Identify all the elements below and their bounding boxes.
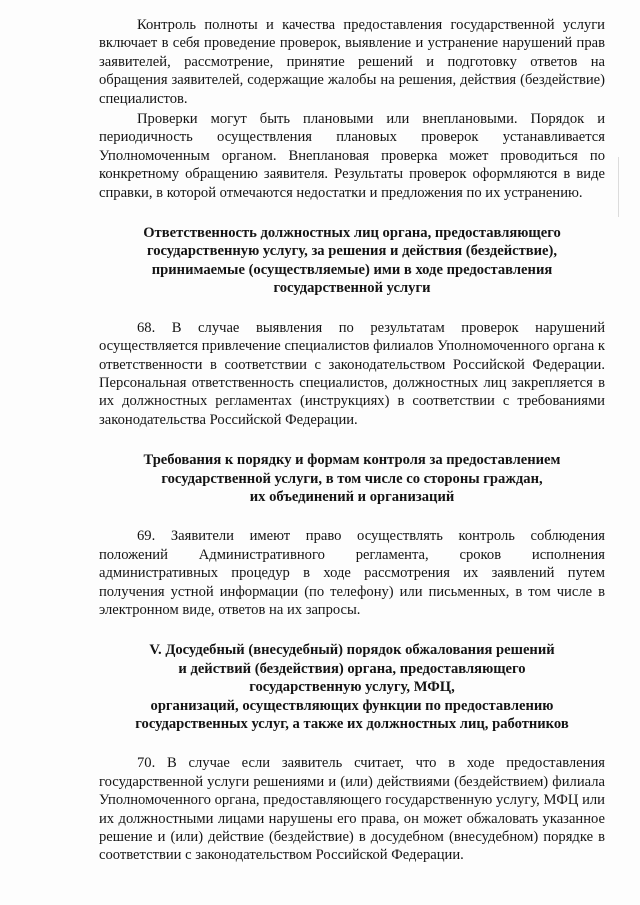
heading-line: государственную услугу, МФЦ,	[249, 679, 455, 696]
paragraph-69: 69. Заявители имеют право осуществлять контроль соблюдения положений Административного регламента, сроков исполнения административных процедур в ходе рассмотрения их заявлений путем получения устной информации (по телефону) или письменных, в том числе в электронном виде, ответов на их запросы.	[99, 528, 605, 618]
heading-control-requirements	[99, 451, 605, 506]
paragraph-70: 70. В случае если заявитель считает, что в ходе предоставления государственной услуги решениями и (или) действиями (бездействием) филиала Уполномоченного органа, предоставляющего государственную услугу, МФЦ или их должностными лицами нарушены его права, он может обжаловать указанное решение и (или) действие (бездействие) в досудебном (внесудебном) порядке в соответствии с законодательством Российской Федерации.	[99, 755, 605, 864]
heading-line: и действий (бездействия) органа, предоставляющего	[178, 660, 526, 677]
heading-line: V. Досудебный (внесудебный) порядок обжалования решений	[149, 642, 555, 659]
paragraph-control-scope: Контроль полноты и качества предоставления государственной услуги включает в себя проведение проверок, выявление и устранение нарушений прав заявителей, рассмотрение, принятие решений и подготовку ответов на обращения заявителей, содержащие жалобы на решения, действия (бездействие) специалистов.	[99, 17, 605, 107]
heading-line: организаций, осуществляющих функции по предоставлению	[150, 697, 554, 714]
paragraph-68: 68. В случае выявления по результатам проверок нарушений осуществляется привлечение специалистов филиалов Уполномоченного органа к ответственности в соответствии с законодательством Российской Федерации. Персональная ответственность специалистов, должностных лиц закрепляется в их должностных регламентах (инструкциях) в соответствии с требованиями законодательства Российской Федерации.	[99, 319, 605, 428]
document-body	[99, 16, 605, 865]
scan-margin-mark	[618, 157, 622, 217]
heading-line: государственной услуги, в том числе со стороны граждан,	[161, 470, 543, 487]
heading-line: государственных услуг, а также их должностных лиц, работников	[135, 716, 569, 732]
heading-line: государственную услугу, за решения и действия (бездействие),	[146, 243, 558, 260]
heading-line: их объединений и организаций	[249, 488, 455, 505]
heading-line: Ответственность должностных лиц органа, предоставляющего	[143, 225, 561, 242]
heading-section-5	[99, 641, 605, 733]
heading-line: принимаемые (осуществляемые) ими в ходе предоставления	[151, 261, 553, 278]
heading-responsibility	[99, 224, 605, 298]
heading-line: Требования к порядку и формам контроля за предоставлением	[143, 452, 561, 469]
heading-line: государственной услуги	[273, 280, 431, 297]
paragraph-checks: Проверки могут быть плановыми или внеплановыми. Порядок и периодичность осуществления плановых проверок устанавливается Уполномоченным органом. Внеплановая проверка может проводиться по конкретному обращению заявителя. Результаты проверок оформляются в виде справки, в которой отмечаются недостатки и предложения по их устранению.	[99, 111, 605, 201]
